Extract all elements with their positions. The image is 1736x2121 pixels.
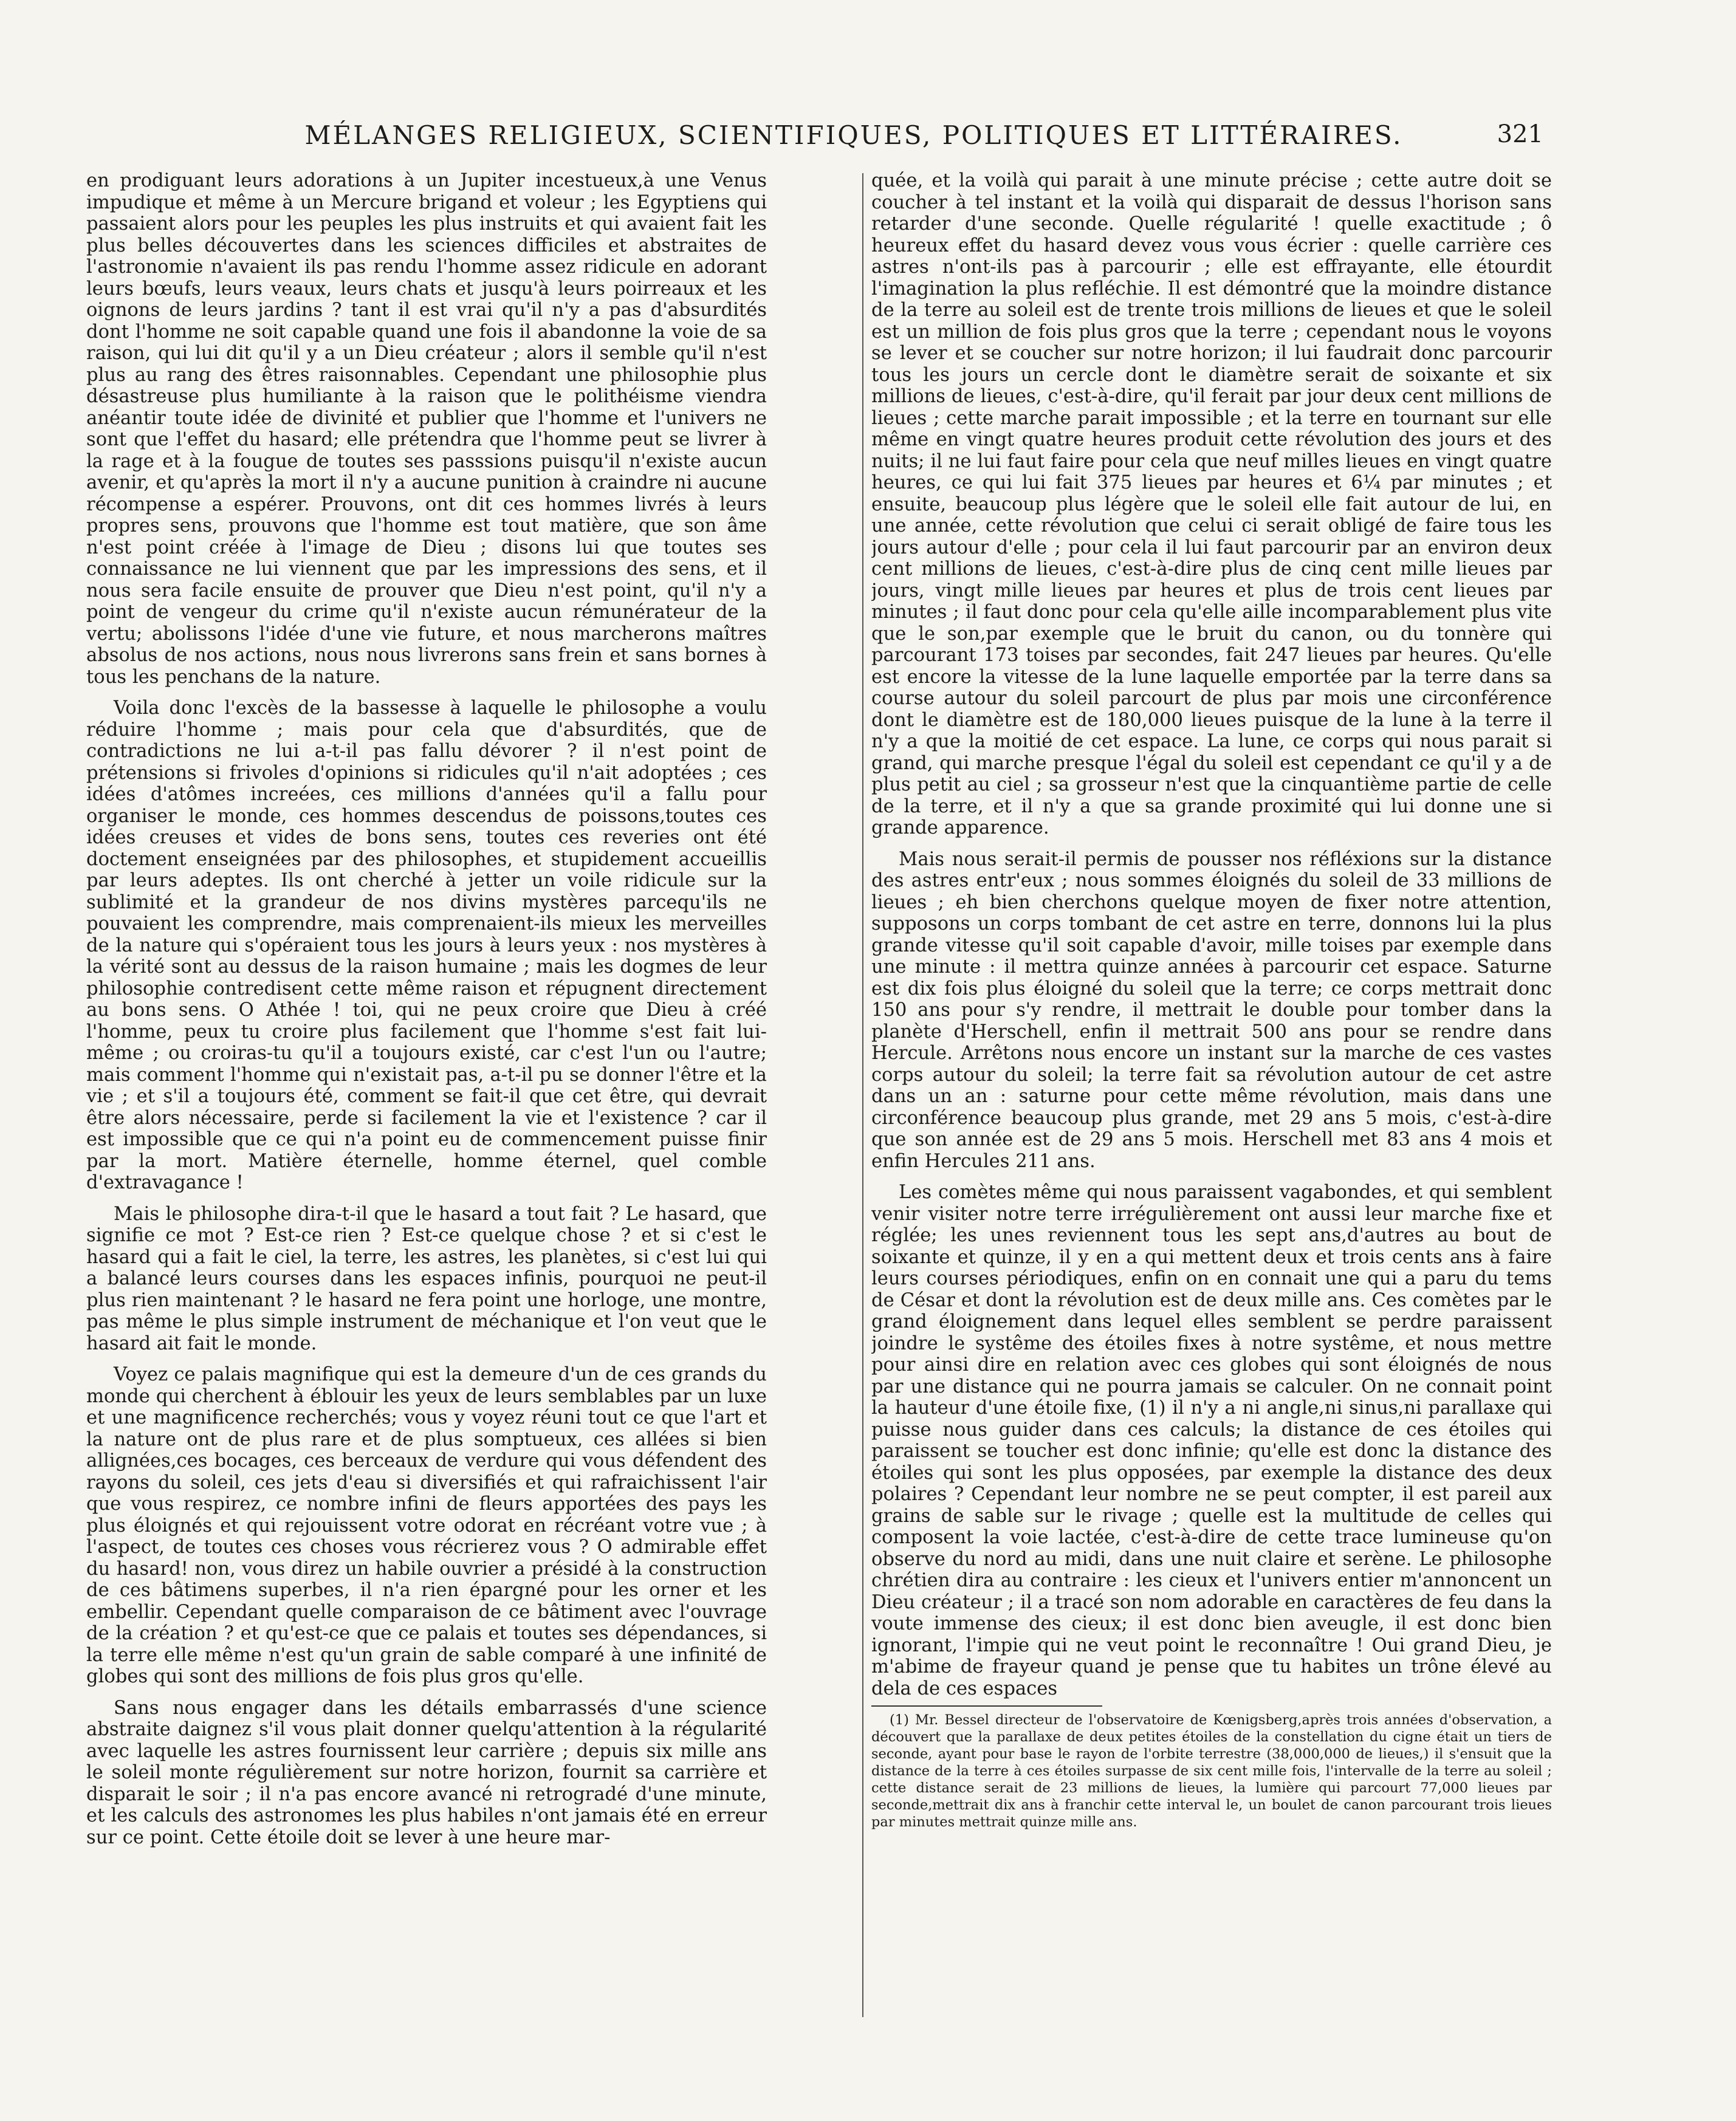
footnote: (1) Mr. Bessel directeur de l'observatoire de Kœnigsberg,après trois années d'observation, a découvert que la parallaxe de deux petites étoiles de la constellation du cigne était un tiers de seconde, ayant pour base le rayon de l'orbite terrestre (38,000,000 de lieues,) il s'ensuit que la distance de la terre à ces étoiles surpasse de six cent mille fois, l'intervalle de la terre au soleil ; cette distance serait de 23 millions de lieues, la lumière qui parcourt 77,000 lieues par seconde,mettrait dix ans à franchir cette interval le, un boulet de canon parcourant trois lieues par minutes mettrait quinze mille ans. [871,1712,1552,1830]
paragraph: Mais le philosophe dira-t-il que le hasard a tout fait ? Le hasard, que signifie ce mot ? Est-ce rien ? Est-ce quelque chose ? et si c'est le hasard qui a fait le ciel, la terre, les astres, les planètes, si c'est lui qui a balancé leurs courses dans les espaces infinis, pourquoi ne peut-il plus rien maintenant ? le hasard ne fera point une horloge, une montre, pas même le plus simple instrument de méchanique et l'on veut que le hasard ait fait le monde. [86,1203,767,1354]
page-header [164,120,1543,163]
paragraph: en prodiguant leurs adorations à un Jupiter incestueux,à une Venus impudique et même à un Mercure brigand et voleur ; les Egyptiens qui passaient alors pour les peuples les plus instruits et qui avaient fait les plus belles découvertes dans les sciences difficiles et abstraites de l'astronomie n'avaient ils pas rendu l'homme assez ridicule en adorant leurs bœufs, leurs veaux, leurs chats et jusqu'à leurs poirreaux et les oignons de leurs jardins ? tant il est vrai qu'il n'y a pas d'absurdités dont l'homme ne soit capable quand une fois il abandonne la voie de sa raison, qui lui dit qu'il y a un Dieu créateur ; alors il semble qu'il n'est plus au rang des êtres raisonnables. Cependant une philosophie plus désastreuse plus humiliante à la raison que le polithéisme viendra anéantir toute idée de divinité et publier que l'homme et l'univers ne sont que l'effet du hasard; elle prétendra que l'homme peut se livrer à la rage et à la fougue de toutes ses passsions puisqu'il n'existe aucun avenir, et qu'après la mort il n'y a aucune punition à craindre ni aucune récompense a espérer. Prouvons, ont dit ces hommes livrés à leurs propres sens, prouvons que l'homme est tout matière, que son âme n'est point créée à l'image de Dieu ; disons lui que toutes ses connaissance ne lui viennent que par les impressions des sens, et il nous sera facile ensuite de prouver que Dieu n'est point, qu'il n'y a point de vengeur du crime qu'il n'existe aucun rémunérateur de la vertu; abolissons l'idée d'une vie future, et nous marcherons maîtres absolus de nos actions, nous nous livrerons sans frein et sans bornes à tous les penchans de la nature. [86,170,767,688]
paragraph: quée, et la voilà qui parait à une minute précise ; cette autre doit se coucher à tel instant et la voilà qui disparait de dessus l'horison sans retarder d'une seconde. Quelle régularité ! quelle exactitude ; ô heureux effet du hasard devez vous vous écrier : quelle carrière ces astres n'ont-ils pas à parcourir ; elle est effrayante, elle étourdit l'imagination la plus refléchie. Il est démontré que la moindre distance de la terre au soleil est de trente trois millions de lieues et que le soleil est un million de fois plus gros que la terre ; cependant nous le voyons se lever et se coucher sur notre horizon; il lui faudrait donc parcourir tous les jours un cercle dont le diamètre serait de soixante et six millions de lieues, c'est-à-dire, qu'il ferait par jour deux cent millions de lieues ; cette marche parait impossible ; et la terre en tournant sur elle même en vingt quatre heures produit cette révolution des jours et des nuits; il ne lui faut faire pour cela que neuf milles lieues en vingt quatre heures, ce qui lui fait 375 lieues par heures et 6¼ par minutes ; et ensuite, beaucoup plus légère que le soleil elle fait autour de lui, en une année, cette révolution que celui ci serait obligé de faire tous les jours autour d'elle ; pour cela il lui faut parcourir par an environ deux cent millions de lieues, c'est-à-dire plus de cinq cent mille lieues par jours, vingt mille lieues par heures et plus de trois cent lieues par minutes ; il faut donc pour cela qu'elle aille incomparablement plus vite que le son,par exemple que le bruit du canon, ou du tonnère qui parcourant 173 toises par secondes, fait 247 lieues par heures. Qu'elle est encore la vitesse de la lune laquelle emportée par la terre dans sa course autour du soleil parcourt de plus par mois une circonférence dont le diamètre est de 180,000 lieues puisque de la lune à la terre il n'y a que la moitié de cet espace. La lune, ce corps qui nous parait si grand, qui marche presque l'égal du soleil est cependant ce qu'il y a de plus petit au ciel ; sa grosseur n'est que la cinquantième partie de celle de la terre, et il n'y a que sa grande proximité qui lui donne une si grande apparence. [871,170,1552,838]
right-column [871,170,1552,2023]
page-number: 321 [1497,120,1543,148]
column-divider [862,173,863,2017]
paragraph: Voyez ce palais magnifique qui est la demeure d'un de ces grands du monde qui cherchent à éblouir les yeux de leurs semblables par un luxe et une magnificence recherchés; vous y voyez réuni tout ce que l'art et la nature ont de plus rare et de plus somptueux, ces allées si bien allignées,ces bocages, ces berceaux de verdure qui vous défendent des rayons du soleil, ces jets d'eau si diversifiés et qui rafraichissent l'air que vous respirez, ce nombre infini de fleurs apportées des pays les plus éloignés et qui rejouissent votre odorat en récréant votre vue ; à l'aspect, de toutes ces choses vous récrierez vous ? O admirable effet du hasard! non, vous direz un habile ouvrier a présidé à la construction de ces bâtimens superbes, il n'a rien épargné pour les orner et les embellir. Cependant quelle comparaison de ce bâtiment avec l'ouvrage de la création ? et qu'est-ce que ce palais et toutes ses dépendances, si la terre elle même n'est qu'un grain de sable comparé à une infinité de globes qui sont des millions de fois plus gros qu'elle. [86,1364,767,1687]
paragraph: Voila donc l'excès de la bassesse à laquelle le philosophe a voulu réduire l'homme ; mais pour cela que d'absurdités, que de contradictions ne lui a-t-il pas fallu dévorer ? il n'est point de prétensions si frivoles d'opinions si ridicules qu'il n'ait adoptées ; ces idées d'atômes increées, ces millions d'années qu'il a fallu pour organiser le monde, ces hommes descendus de poissons,toutes ces idées creuses et vides de bons sens, toutes ces reveries ont été doctement enseignées par des philosophes, et stupidement accueillis par leurs adeptes. Ils ont cherché à jetter un voile ridicule sur la sublimité et la grandeur de nos divins mystères parcequ'ils ne pouvaient les comprendre, mais comprenaient-ils mieux les merveilles de la nature qui s'opéraient tous les jours à leurs yeux : nos mystères à la vérité sont au dessus de la raison humaine ; mais les dogmes de leur philosophie contredisent cette même raison et répugnent directement au bons sens. O Athée ! toi, qui ne peux croire que Dieu à créé l'homme, peux tu croire plus facilement que l'homme s'est fait lui-même ; ou croiras-tu qu'il a toujours existé, car c'est l'un ou l'autre; mais comment l'homme qui n'existait pas, a-t-il pu se donner l'être et la vie ; et s'il a toujours été, comment se fait-il que cet être, qui devrait être alors nécessaire, perde si facilement la vie et l'existence ? car il est impossible que ce qui n'a point eu de commencement puisse finir par la mort. Matière éternelle, homme éternel, quel comble d'extravagance ! [86,697,767,1193]
running-title: MÉLANGES RELIGIEUX, SCIENTIFIQUES, POLITIQUES ET LITTÉRAIRES. [304,120,1403,150]
footnote-rule [871,1705,1102,1707]
paragraph: Mais nous serait-il permis de pousser nos réfléxions sur la distance des astres entr'eux ; nous sommes éloignés du soleil de 33 millions de lieues ; eh bien cherchons quelque moyen de fixer notre attention, supposons un corps tombant de cet astre en terre, donnons lui la plus grande vitesse qu'il soit capable d'avoir, mille toises par exemple dans une minute : il mettra quinze années à parcourir cet espace. Saturne est dix fois plus éloigné du soleil que la terre; ce corps mettrait donc 150 ans pour s'y rendre, il mettrait le double pour tomber dans la planète d'Herschell, enfin il mettrait 500 ans pour se rendre dans Hercule. Arrêtons nous encore un instant sur la marche de ces vastes corps autour du soleil; la terre fait sa révolution autour de cet astre dans un an : saturne pour cette même révolution, mais dans une circonférence beaucoup plus grande, met 29 ans 5 mois, c'est-à-dire que son année est de 29 ans 5 mois. Herschell met 83 ans 4 mois et enfin Hercules 211 ans. [871,848,1552,1172]
left-column [86,170,767,2023]
paragraph: Sans nous engager dans les détails embarrassés d'une science abstraite daignez s'il vous plait donner quelqu'attention à la régularité avec laquelle les astres fournissent leur carrière ; depuis six mille ans le soleil monte régulièrement sur notre horizon, fournit sa carrière et disparait le soir ; il n'a pas encore avancé ni retrogradé d'une minute, et les calculs des astronomes les plus habiles n'ont jamais été en erreur sur ce point. Cette étoile doit se lever à une heure mar- [86,1697,767,1848]
paragraph: Les comètes même qui nous paraissent vagabondes, et qui semblent venir visiter notre terre irrégulièrement ont aussi leur marche fixe et réglée; les unes reviennent tous les sept ans,d'autres au bout de soixante et quinze, il y en a qui mettent deux et trois cents ans à faire leurs courses périodiques, enfin on en connait une qui a paru du tems de César et dont la révolution est de deux mille ans. Ces comètes par le grand éloignement dans lequel elles semblent se perdre paraissent joindre le systême des étoiles fixes à notre systême, et nous mettre pour ainsi dire en relation avec ces globes qui sont éloignés de nous par une distance qui ne pourra jamais se calculer. On ne connait point la hauteur d'une étoile fixe, (1) il n'y a ni angle,ni sinus,ni parallaxe qui puisse nous guider dans ces calculs; la distance de ces étoiles qui paraissent se toucher est donc infinie; qu'elle est donc la distance des étoiles qui sont les plus opposées, par exemple la distance des deux polaires ? Cependant leur nombre ne se peut compter, il est pareil aux grains de sable sur le rivage ; quelle est la multitude de celles qui composent la voie lactée, c'est-à-dire de cette trace lumineuse qu'on observe du nord au midi, dans une nuit claire et serène. Le philosophe chrétien dira au contraire : les cieux et l'univers entier m'annoncent un Dieu créateur ; il a tracé son nom adorable en caractères de feu dans la voute immense des cieux; il est donc bien aveugle, il est donc bien ignorant, l'impie qui ne veut point le reconnaître ! Oui grand Dieu, je m'abime de frayeur quand je pense que tu habites un trône élevé au dela de ces espaces [871,1182,1552,1699]
